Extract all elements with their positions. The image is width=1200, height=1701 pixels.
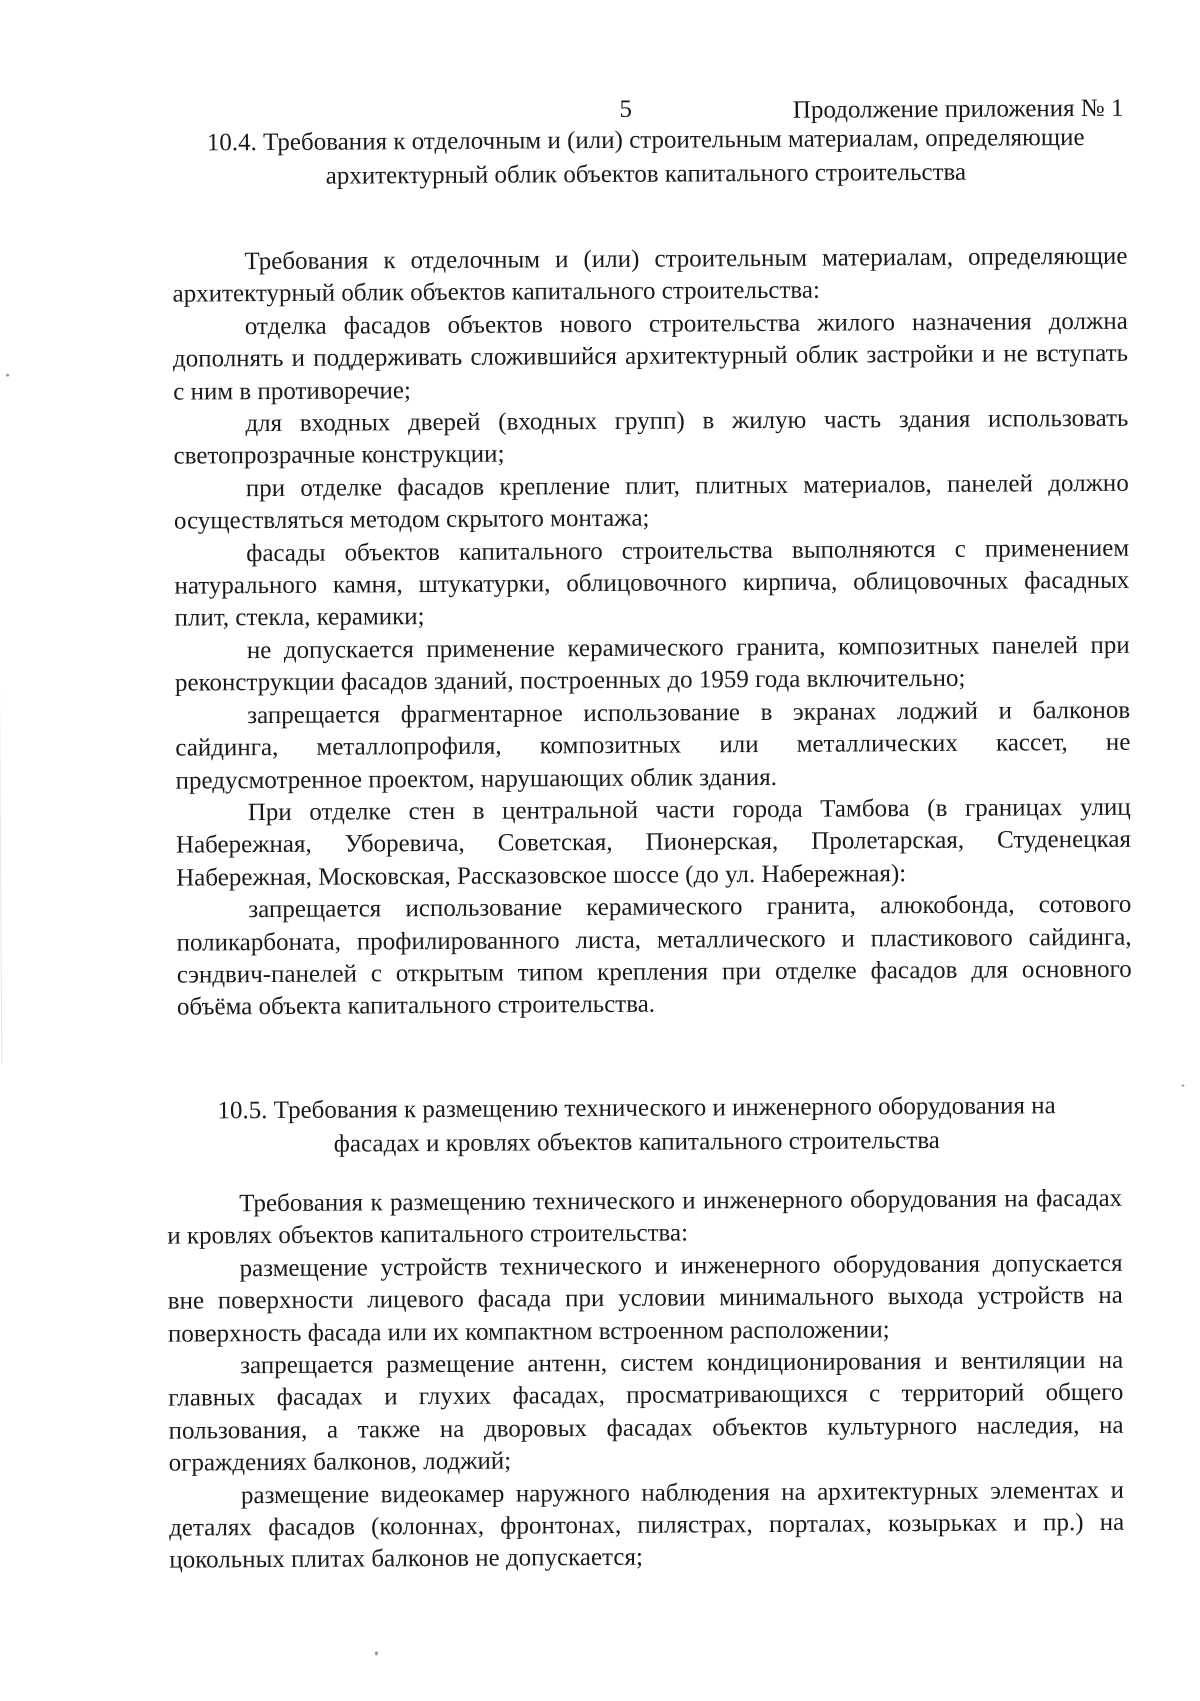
section-10-5-body <box>167 1183 1124 1578</box>
paragraph: запрещается фрагментарное использование в экранах лоджий и балконов сайдинга, металлопрофиля, композитных или металлических кассет, не предусмотренное проектом, нарушающих облик здания. <box>175 696 1131 795</box>
paragraph: Требования к размещению технического и инженерного оборудования на фасадах и кровлях объектов капитального строительства: <box>167 1184 1123 1251</box>
scan-edge-line <box>0 424 2 1064</box>
paragraph: запрещается размещение антенн, систем кондиционирования и вентиляции на главных фасадах и глухих фасадах, просматривающихся с территорий общего пользования, а также на дворовых фасадах объектов культурного наследия, на ограждениях балконов, лоджий; <box>168 1346 1124 1477</box>
scan-speck <box>375 1651 378 1655</box>
scan-speck <box>6 374 9 377</box>
paragraph: не допускается применение керамического гранита, композитных панелей при реконструкции фасадов зданий, построенных до 1959 года включительно; <box>174 631 1130 697</box>
paragraph: При отделке стен в центральной части города Тамбова (в границах улиц Набережная, Уборевича, Советская, Пионерская, Пролетарская, Студенецкая Набережная, Московская, Рассказовское шоссе (до ул. Набережная): <box>175 793 1132 892</box>
scan-speck <box>1181 1084 1184 1086</box>
page-number: 5 <box>619 95 633 123</box>
paragraph: отделка фасадов объектов нового строительства жилого назначения должна дополнять и поддерживать сложившийся архитектурный облик застройки и не вступать с ним в противоречие; <box>172 307 1129 406</box>
section-10-4-heading: 10.4. Требования к отделочным и (или) строительным материалам, определяющие архитектурный облик объектов капитального строительства <box>206 124 1085 190</box>
paragraph: при отделке фасадов крепление плит, плитных материалов, панелей должно осуществляться методом скрытого монтажа; <box>173 469 1129 535</box>
paragraph: фасады объектов капитального строительства выполняются с применением натурального камня, штукатурки, облицовочного кирпича, облицовочных фасадных плит, стекла, керамики; <box>174 534 1130 633</box>
paragraph: размещение устройств технического и инженерного оборудования допускается вне поверхности лицевого фасада при условии минимального выхода устройств на поверхность фасада или их компактном встроенном расположении; <box>167 1249 1123 1348</box>
appendix-continuation-label: Продолжение приложения № 1 <box>792 94 1124 124</box>
section-10-4-body <box>172 241 1132 1025</box>
section-10-5-heading: 10.5. Требования к размещению технического и инженерного оборудования на фасадах и кровлях объектов капитального строительства <box>217 1092 1056 1158</box>
paragraph: запрещается использование керамического гранита, алюкобонда, сотового поликарбоната, профилированного листа, металлического и пластикового сайдинга, сэндвич-панелей с открытым типом крепления при отделке фасадов для основного объёма объекта капитального строительства. <box>176 890 1132 1021</box>
paragraph: размещение видеокамер наружного наблюдения на архитектурных элементах и деталях фасадов (колоннах, фронтонах, пилястрах, порталах, козырьках и пр.) на цокольных плитах балконов не допускается; <box>169 1476 1125 1575</box>
paragraph: Требования к отделочным и (или) строительным материалам, определяющие архитектурный облик объектов капитального строительства: <box>172 242 1128 309</box>
paragraph: для входных дверей (входных групп) в жилую часть здания использовать светопрозрачные конструкции; <box>173 404 1129 471</box>
